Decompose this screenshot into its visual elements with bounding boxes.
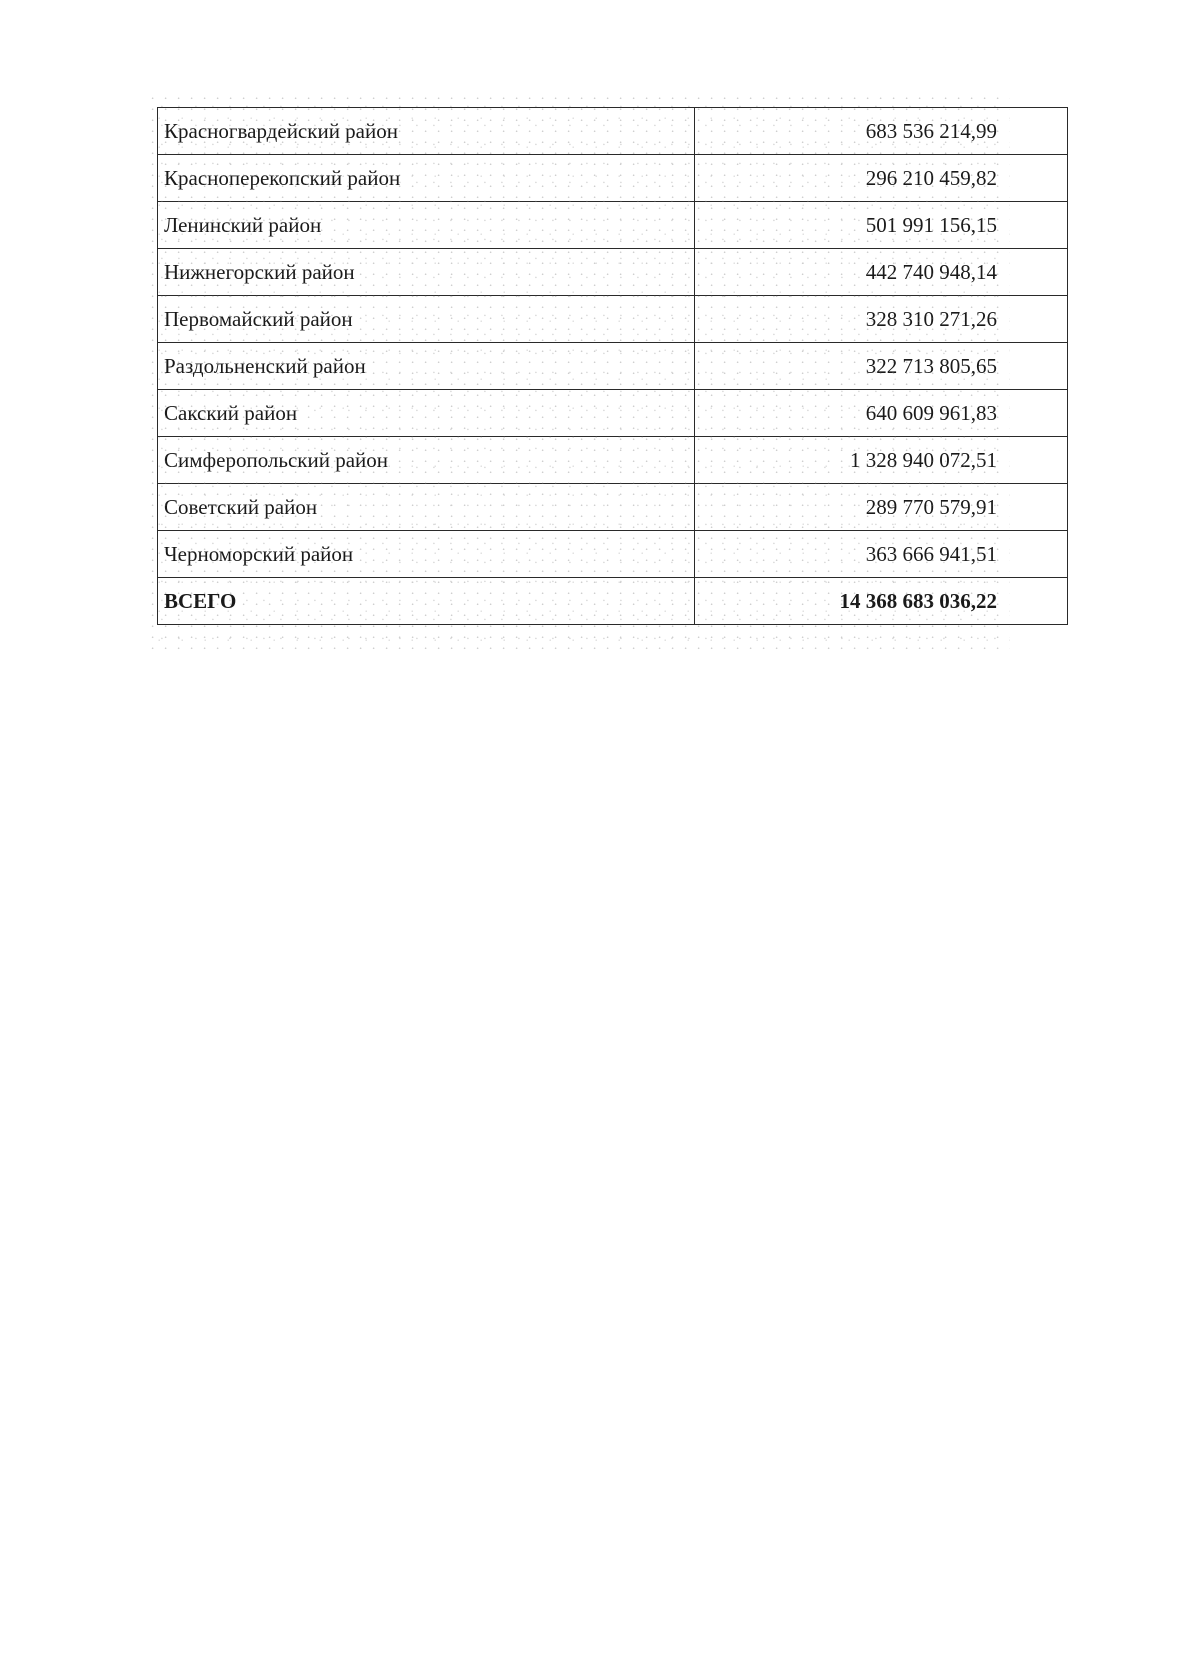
region-name: Нижнегорский район bbox=[158, 249, 695, 296]
region-amount: 640 609 961,83 bbox=[695, 390, 1068, 437]
total-amount: 14 368 683 036,22 bbox=[695, 578, 1068, 625]
region-name: Первомайский район bbox=[158, 296, 695, 343]
table-row bbox=[158, 343, 1068, 390]
table-row bbox=[158, 390, 1068, 437]
region-amount: 501 991 156,15 bbox=[695, 202, 1068, 249]
table-row bbox=[158, 531, 1068, 578]
region-name: Красноперекопский район bbox=[158, 155, 695, 202]
region-amount: 289 770 579,91 bbox=[695, 484, 1068, 531]
region-amount-table bbox=[157, 107, 1068, 625]
table-row bbox=[158, 108, 1068, 155]
region-amount: 328 310 271,26 bbox=[695, 296, 1068, 343]
table-row bbox=[158, 249, 1068, 296]
region-amount: 683 536 214,99 bbox=[695, 108, 1068, 155]
region-amount: 296 210 459,82 bbox=[695, 155, 1068, 202]
total-row bbox=[158, 578, 1068, 625]
region-amount: 363 666 941,51 bbox=[695, 531, 1068, 578]
region-amount: 322 713 805,65 bbox=[695, 343, 1068, 390]
table-row bbox=[158, 296, 1068, 343]
table-row bbox=[158, 484, 1068, 531]
table-row bbox=[158, 437, 1068, 484]
region-amount: 1 328 940 072,51 bbox=[695, 437, 1068, 484]
region-name: Советский район bbox=[158, 484, 695, 531]
table-row bbox=[158, 155, 1068, 202]
table-row bbox=[158, 202, 1068, 249]
region-amount: 442 740 948,14 bbox=[695, 249, 1068, 296]
region-name: Симферопольский район bbox=[158, 437, 695, 484]
region-name: Красногвардейский район bbox=[158, 108, 695, 155]
region-name: Черноморский район bbox=[158, 531, 695, 578]
region-name: Раздольненский район bbox=[158, 343, 695, 390]
region-name: Сакский район bbox=[158, 390, 695, 437]
region-name: Ленинский район bbox=[158, 202, 695, 249]
total-label: ВСЕГО bbox=[158, 578, 695, 625]
